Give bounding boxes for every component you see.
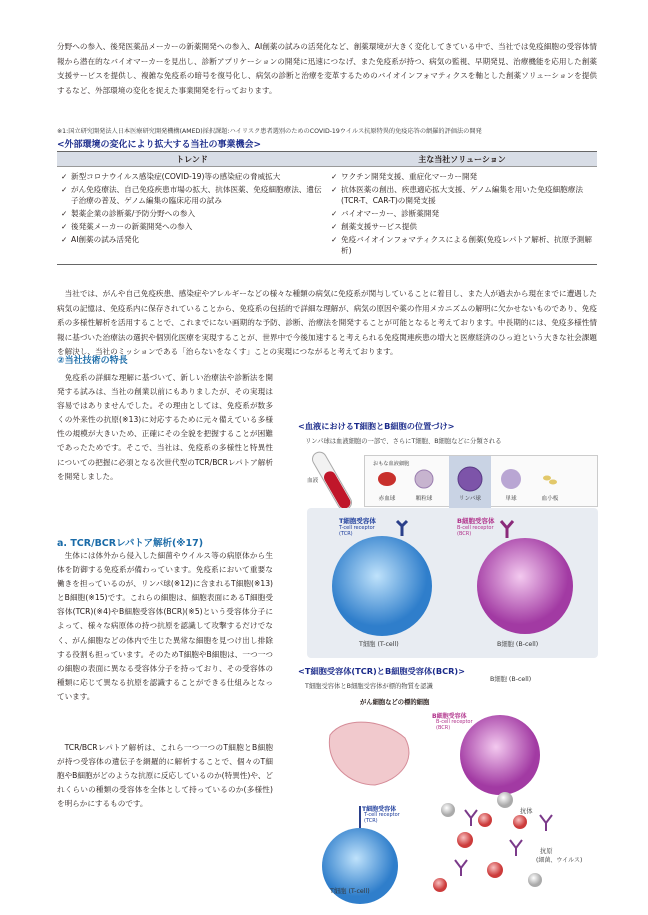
bcr-title-2: B細胞受容体 bbox=[432, 713, 467, 720]
check-icon: ✓ bbox=[61, 222, 68, 231]
check-icon: ✓ bbox=[331, 209, 338, 218]
check-icon: ✓ bbox=[61, 209, 68, 218]
b-cell-icon bbox=[477, 538, 573, 634]
check-icon: ✓ bbox=[331, 172, 338, 181]
list-item: 製薬企業の診断薬/予防分野への参入 bbox=[71, 209, 196, 218]
check-icon: ✓ bbox=[61, 172, 68, 181]
antigen-label: 抗原 bbox=[540, 848, 553, 855]
panel-title: おもな血液細胞 bbox=[373, 461, 410, 467]
check-icon: ✓ bbox=[331, 222, 338, 231]
solution-column bbox=[327, 171, 597, 258]
mission-paragraph: 当社では、がんや自己免疫疾患、感染症やアレルギーなどの様々な種類の病気に免疫系が関与していることに着目し、また人が過去から現在までに遭遇した病気の記憶は、免疫系内に保存されていることから、免疫系の包括的で詳細な理解が、病気の原因や薬の作用メカニズムの解明に欠かせないものであり、免疫系の多様性解析を活用することで、これまでにない画期的な予防、診断、治療法を開発することが可能となると考えております。中長期的には、免疫多様性情報に基づいた治療法の選択や個別化医療を実現することが、世界中で今後加速すると考えられる免疫関連疾患の増大と医療経済のひっ迫という大きな社会課題を解決し、当社のミッションである「治らないをなくす」ことの実現につながると考えております。 bbox=[57, 289, 597, 357]
list-item: 抗体医薬の創出、疾患適応拡大支援、ゲノム編集を用いた免疫細胞療法(TCR-T、CAR-T)の開発支援 bbox=[341, 185, 583, 205]
fig2-subtitle: T細胞受容体とB細胞受容体が標的物質を認識 bbox=[305, 683, 433, 690]
col-solution: 主な当社ソリューション bbox=[418, 154, 506, 164]
fig1-subtitle: リンパ球は血液細胞の一部で、さらにT細胞、B細胞などに分類される bbox=[305, 438, 502, 445]
opportunities-table bbox=[57, 151, 597, 265]
blood-label: 血液 bbox=[307, 478, 319, 484]
table-body bbox=[57, 167, 597, 265]
tech-para-2: 生体には体外から侵入した細菌やウイルス等の病原体から生体を防御する免疫系が備わっています。免疫系において重要な働きを担っているのが、リンパ球(※12)に含まれるT細胞(※13)とB細胞(※15)です。これらの細胞は、細胞表面にあるT細胞受容体(TCR)(※4)やB細胞受容体(BCR)(※5)という受容体分子によって、様々な病原体の持つ抗原を認識して攻撃するだけでなく、がん細胞などの体内で生じた異常な細胞を見つけ出し排除する役割も担っています。そのためT細胞やB細胞は、一つ一つの細胞の表面に異なる受容体分子を持っており、その受容体の種類に応じて異なる抗原を認識することができる仕組みとなっています。 bbox=[57, 551, 273, 701]
check-icon: ✓ bbox=[331, 235, 338, 244]
list-item: AI創薬の試み活発化 bbox=[71, 235, 140, 244]
bcr-icon bbox=[501, 521, 513, 538]
table-row bbox=[331, 221, 593, 232]
intro-paragraph: 分野への参入、後発医薬品メーカーの新薬開発への参入、AI創薬の試みの活発化など、創薬環境が大きく変化してきている中で、当社では免疫細胞の受容体情報から潜在的なバイオマーカーを見出し、診断アプリケーションの開発に迅速につなげ、また免疫系が持つ、病気の監視、早期発見、治療機能を応用した創薬支援サービスを提供し、複雑な免疫系の暗号を復号化し、病気の診断と治療を変革するためのバイオインフォマティクスを軸とした創薬ソリューションを提供するなど、外部環境の変化を捉えた事業開発を行っております。 bbox=[57, 42, 597, 95]
fig1-title: <血液におけるT細胞とB細胞の位置づけ> bbox=[298, 421, 455, 431]
table-row bbox=[61, 184, 323, 206]
tcr-title-2: T細胞受容体 bbox=[362, 806, 397, 813]
tcr-icon bbox=[397, 521, 407, 536]
red-blood-cell-icon bbox=[378, 472, 396, 486]
list-item: ワクチン開発支援、重症化マーカー開発 bbox=[341, 172, 478, 181]
antigen-example-label: (細菌、ウイルス) bbox=[536, 857, 583, 864]
receptor-panel bbox=[307, 508, 598, 658]
tcr-en: T-cell receptor (TCR) bbox=[339, 525, 375, 537]
t-cell-label: T細胞 (T-cell) bbox=[359, 641, 399, 648]
list-item: がん免疫療法、自己免疫疾患市場の拡大、抗体医薬、免疫細胞療法、遺伝子治療の普及、ゲノム編集の臨床応用の試み bbox=[71, 185, 322, 205]
virus-antigens bbox=[433, 813, 527, 892]
opportunities-title: <外部環境の変化により拡大する当社の事業機会> bbox=[57, 140, 262, 150]
tech-section-title: ②当社技術の特長 bbox=[57, 356, 128, 366]
list-item: 免疫バイオインフォマティクスによる創薬(免疫レパトア解析、抗原予測解析) bbox=[341, 235, 592, 255]
table-row bbox=[61, 221, 323, 232]
bcr-title: B細胞受容体 bbox=[457, 517, 495, 525]
blood-cells-panel bbox=[364, 455, 598, 507]
monocyte-icon bbox=[501, 469, 521, 489]
t-cell-label-2: T細胞 (T-cell) bbox=[330, 888, 370, 895]
tcr-en-2: T-cell receptor (TCR) bbox=[364, 812, 400, 824]
target-cell-icon bbox=[329, 722, 409, 785]
table-row bbox=[61, 171, 323, 182]
b-cell-label-2: B細胞 (B-cell) bbox=[490, 676, 532, 683]
table-header bbox=[57, 151, 597, 167]
trend-column bbox=[57, 171, 327, 258]
table-row bbox=[331, 234, 593, 256]
list-item: 創薬支援サービス提供 bbox=[341, 222, 417, 231]
table-row bbox=[331, 208, 593, 219]
cell-label: 単球 bbox=[505, 496, 517, 502]
lymphocyte-icon bbox=[458, 467, 482, 491]
list-item: 後発薬メーカーの新薬開発への参入 bbox=[71, 222, 193, 231]
list-item: 新型コロナウイルス感染症(COVID-19)等の感染症の脅威拡大 bbox=[71, 172, 281, 181]
granulocyte-icon bbox=[415, 470, 433, 488]
check-icon: ✓ bbox=[61, 185, 68, 194]
list-item: バイオマーカー、診断薬開発 bbox=[341, 209, 440, 218]
table-row bbox=[61, 234, 323, 245]
antibody-label: 抗体 bbox=[520, 808, 533, 815]
target-cell-label: がん細胞などの標的細胞 bbox=[360, 699, 430, 706]
table-row bbox=[331, 184, 593, 206]
platelet-icon bbox=[543, 476, 551, 481]
check-icon: ✓ bbox=[61, 235, 68, 244]
fig2-title: <T細胞受容体(TCR)とB細胞受容体(BCR)> bbox=[298, 666, 466, 676]
table-row bbox=[331, 171, 593, 182]
footnote: ※1:国立研究開発法人日本医療研究開発機構(AMED)採択課題:ハイリスク患者選別のためのCOVID-19ウイルス抗原特異的免疫応答の網羅的評価法の開発 bbox=[57, 128, 482, 135]
t-cell-icon bbox=[332, 536, 432, 636]
cell-label: 血小板 bbox=[541, 496, 559, 502]
b-cell-label: B細胞 (B-cell) bbox=[497, 641, 539, 648]
tech-para-3: TCR/BCRレパトア解析は、これら一つ一つのT細胞とB細胞が持つ受容体の遺伝子を網羅的に解析することで、個々のT細胞やB細胞がどのような抗原に反応しているのか(特異性)や、どれくらいの種類の受容体を全体として持っているのか(多様性)を明らかにするものです。 bbox=[57, 743, 274, 809]
cell-label: リンパ球 bbox=[459, 496, 481, 502]
cell-label: 顆粒球 bbox=[415, 496, 433, 502]
table-row bbox=[61, 208, 323, 219]
tcr-bcr-subtitle: a. TCR/BCRレパトア解析(※17) bbox=[57, 538, 204, 549]
bcr-en: B-cell receptor (BCR) bbox=[457, 525, 494, 537]
tcr-title: T細胞受容体 bbox=[339, 517, 376, 525]
tech-para-1: 免疫系の詳細な理解に基づいて、新しい治療法や診断法を開発する試みは、当社の創業以前にもありましたが、その実現は容易ではありませんでした。その理由としては、免疫系が数多くの外来性の抗原(※13)に対応するために元々備えている多様性の規模が大きいため、正確にその全貌を把握することが困難であったためです。そこで、当社は、免疫系の多様性と特異性についての把握に必須となる次世代型のTCR/BCRレパトア解析を開発しました。 bbox=[57, 373, 273, 481]
check-icon: ✓ bbox=[331, 185, 338, 194]
cell-label: 赤血球 bbox=[378, 496, 396, 502]
bcr-en-2: B-cell receptor (BCR) bbox=[436, 719, 473, 731]
col-trend: トレンド bbox=[176, 154, 208, 164]
